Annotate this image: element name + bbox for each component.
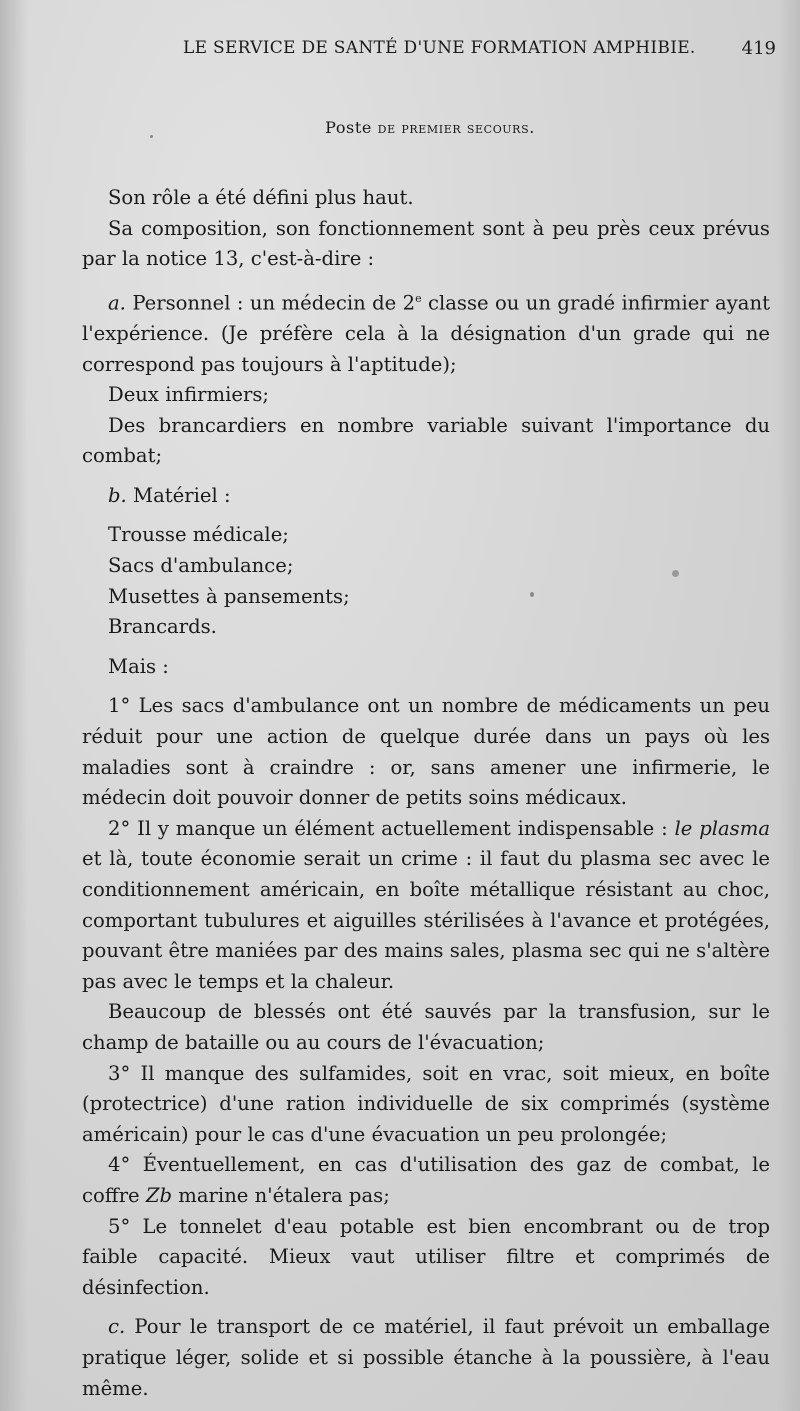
item-3 <box>82 1059 770 1151</box>
item-2-text-b: et là, toute économie serait un crime : il faut du plasma sec avec le conditionnement américain, en boîte métallique résistant au choc, comportant tubulures et aiguilles stérilisées à l'avance et protégées, pouvant être maniées par des mains sales, plasma sec qui ne s'altère pas avec le temps et la chaleur. <box>82 847 770 993</box>
list-item-musettes: Musettes à pansements; <box>108 584 350 608</box>
label-b: b. <box>108 483 127 507</box>
personnel-text: Personnel : un médecin de 2 <box>132 291 416 315</box>
item-4-text-b: marine n'étalera pas; <box>178 1183 390 1207</box>
ink-speck <box>672 570 679 577</box>
list-item-sacs: Sacs d'ambulance; <box>108 554 294 578</box>
paragraph-role: Son rôle a été défini plus haut. <box>108 186 414 209</box>
item-3-number: 3° <box>108 1061 131 1085</box>
ink-speck <box>530 592 534 597</box>
label-c: c. <box>108 1315 126 1339</box>
materiel-text: Matériel : <box>133 483 231 507</box>
item-5-text: Le tonnelet d'eau potable est bien encombrant ou de trop faible capacité. Mieux vaut utiliser filtre et comprimés de désinfection. <box>82 1214 770 1299</box>
paragraph-personnel <box>82 284 770 380</box>
item-2 <box>82 814 770 998</box>
section-title <box>0 118 800 137</box>
item-3-text: Il manque des sulfamides, soit en vrac, soit mieux, en boîte (protectrice) d'une ration individuelle de six comprimés (système américain) pour le cas d'une évacuation un peu prolongée; <box>82 1061 770 1146</box>
paragraph-brancardiers: Des brancardiers en nombre variable suivant l'importance du combat; <box>82 413 770 468</box>
item-4 <box>82 1150 770 1211</box>
transport-text: Pour le transport de ce matériel, il faut prévoit un emballage pratique léger, solide et si possible étanche à la poussière, à l'eau même. <box>82 1315 770 1400</box>
item-4-text-a: Éventuellement, en cas d'utilisation des gaz de combat, le coffre <box>82 1153 770 1207</box>
ink-speck <box>150 135 153 138</box>
list-item-trousse: Trousse médicale; <box>108 523 289 547</box>
item-4-number: 4° <box>108 1153 131 1177</box>
item-4-italic: Zb <box>145 1183 173 1207</box>
paragraph-composition: Sa composition, son fonctionnement sont à peu près ceux prévus par la notice 13, c'est-à-dire : <box>82 216 770 271</box>
item-2-italic: le plasma <box>674 816 771 840</box>
section-title-first: Poste <box>325 118 372 137</box>
personnel-sup: e <box>415 291 422 305</box>
label-a: a. <box>108 291 126 315</box>
paragraph-materiel <box>82 481 770 512</box>
paragraph-transfusion: Beaucoup de blessés ont été sauvés par la transfusion, sur le champ de bataille ou au cours de l'évacuation; <box>82 1000 770 1054</box>
body-text <box>82 183 770 1404</box>
item-1-text: Les sacs d'ambulance ont un nombre de médicaments un peu réduit pour une action de quelque durée dans un pays où les maladies sont à craindre : or, sans amener une infirmerie, le médecin doit pouvoir donner de petits soins médicaux. <box>82 694 771 810</box>
item-1 <box>82 691 770 813</box>
page-number: 419 <box>741 38 776 59</box>
item-5 <box>82 1212 770 1304</box>
item-5-number: 5° <box>108 1214 131 1238</box>
running-head <box>0 38 800 68</box>
item-2-number: 2° <box>108 816 131 840</box>
list-item-brancards: Brancards. <box>108 615 217 639</box>
section-title-rest: de premier secours. <box>377 118 535 137</box>
item-2-text-a: Il y manque un élément actuellement indispensable : <box>137 816 668 840</box>
running-title: LE SERVICE DE SANTÉ D'UNE FORMATION AMPHIBIE. <box>183 38 696 58</box>
paragraph-infirmiers: Deux infirmiers; <box>108 383 269 407</box>
item-1-number: 1° <box>108 694 131 718</box>
paragraph-mais: Mais : <box>108 654 169 678</box>
paragraph-transport <box>82 1312 770 1404</box>
personnel-text-rest: classe ou un gradé infirmier ayant l'expérience. (Je préfère cela à la désignation d'un grade qui ne correspond pas toujours à l'aptitude); <box>82 291 770 376</box>
